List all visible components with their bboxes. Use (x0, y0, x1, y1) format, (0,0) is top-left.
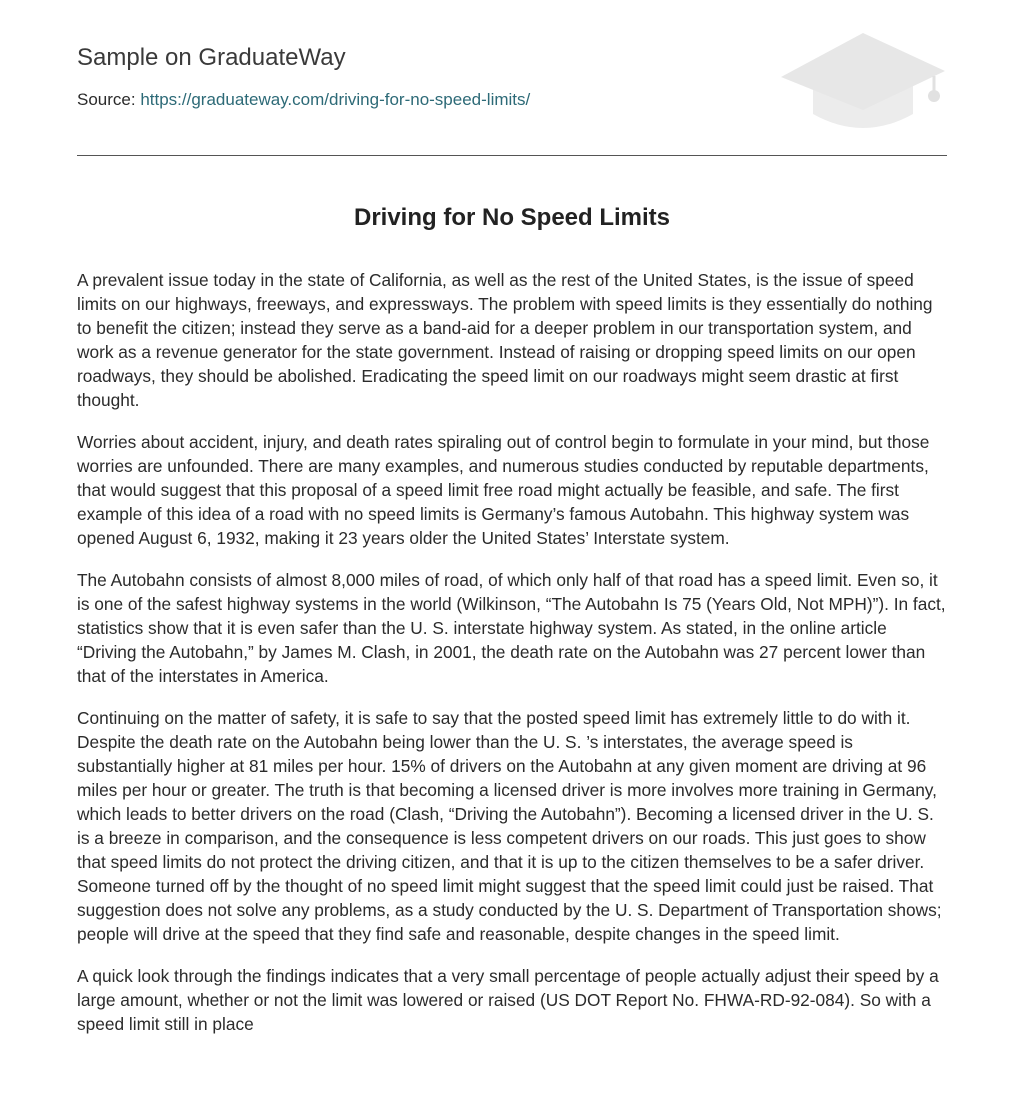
paragraph: A prevalent issue today in the state of California, as well as the rest of the United States, is the issue of speed limits on our highways, freeways, and expressways. The problem with speed limits is they essentially do nothing to benefit the citizen; instead they serve as a band-aid for a deeper problem in our transportation system, and work as a revenue generator for the state government. Instead of raising or dropping speed limits on our open roadways, they should be abolished. Eradicating the speed limit on our roadways might seem drastic at first thought. (77, 270, 933, 410)
paragraph: Worries about accident, injury, and death rates spiraling out of control begin to formulate in your mind, but those worries are unfounded. There are many examples, and numerous studies conducted by reputable departments, that would suggest that this proposal of a speed limit free road might actually be feasible, and safe. The first example of this idea of a road with no speed limits is Germany’s famous Autobahn. This highway system was opened August 6, 1932, making it 23 years older the United States’ Interstate system. (77, 432, 930, 548)
source-label: Source: (77, 90, 136, 109)
graduation-cap-icon (779, 30, 947, 134)
paragraph: The Autobahn consists of almost 8,000 miles of road, of which only half of that road has a speed limit. Even so, it is one of the safest highway systems in the world (Wilkinson, “The Autobahn Is 75 (Years Old, Not MPH)”). In fact, statistics show that it is even safer than the U. S. interstate highway system. As stated, in the online article “Driving the Autobahn,” by James M. Clash, in 2001, the death rate on the Autobahn was 27 percent lower than that of the interstates in America. (77, 570, 946, 686)
source-line (77, 90, 530, 110)
source-link[interactable]: https://graduateway.com/driving-for-no-speed-limits/ (140, 90, 531, 109)
header-divider (77, 155, 947, 156)
page-header (77, 0, 947, 156)
document-title: Driving for No Speed Limits (353, 204, 671, 231)
site-title: Sample on GraduateWay (77, 44, 346, 71)
document-body (77, 268, 947, 1054)
paragraph: Continuing on the matter of safety, it is safe to say that the posted speed limit has extremely little to do with it. Despite the death rate on the Autobahn being lower than the U. S. ’s interstates, the average speed is substantially higher at 81 miles per hour. 15% of drivers on the Autobahn at any given moment are driving at 96 miles per hour or greater. The truth is that becoming a licensed driver is more involves more training in Germany, which leads to better drivers on the road (Clash, “Driving the Autobahn”). Becoming a licensed driver in the U. S. is a breeze in comparison, and the consequence is less competent drivers on our roads. This just goes to show that speed limits do not protect the driving citizen, and that it is up to the citizen themselves to be a safer driver. Someone turned off by the thought of no speed limit might suggest that the speed limit could just be raised. That suggestion does not solve any problems, as a study conducted by the U. S. Department of Transportation shows; people will drive at the speed that they find safe and reasonable, despite changes in the speed limit. (77, 708, 942, 944)
paragraph: A quick look through the findings indicates that a very small percentage of people actually adjust their speed by a large amount, whether or not the limit was lowered or raised (US DOT Report No. FHWA-RD-92-084). So with a speed limit still in place (77, 966, 939, 1034)
